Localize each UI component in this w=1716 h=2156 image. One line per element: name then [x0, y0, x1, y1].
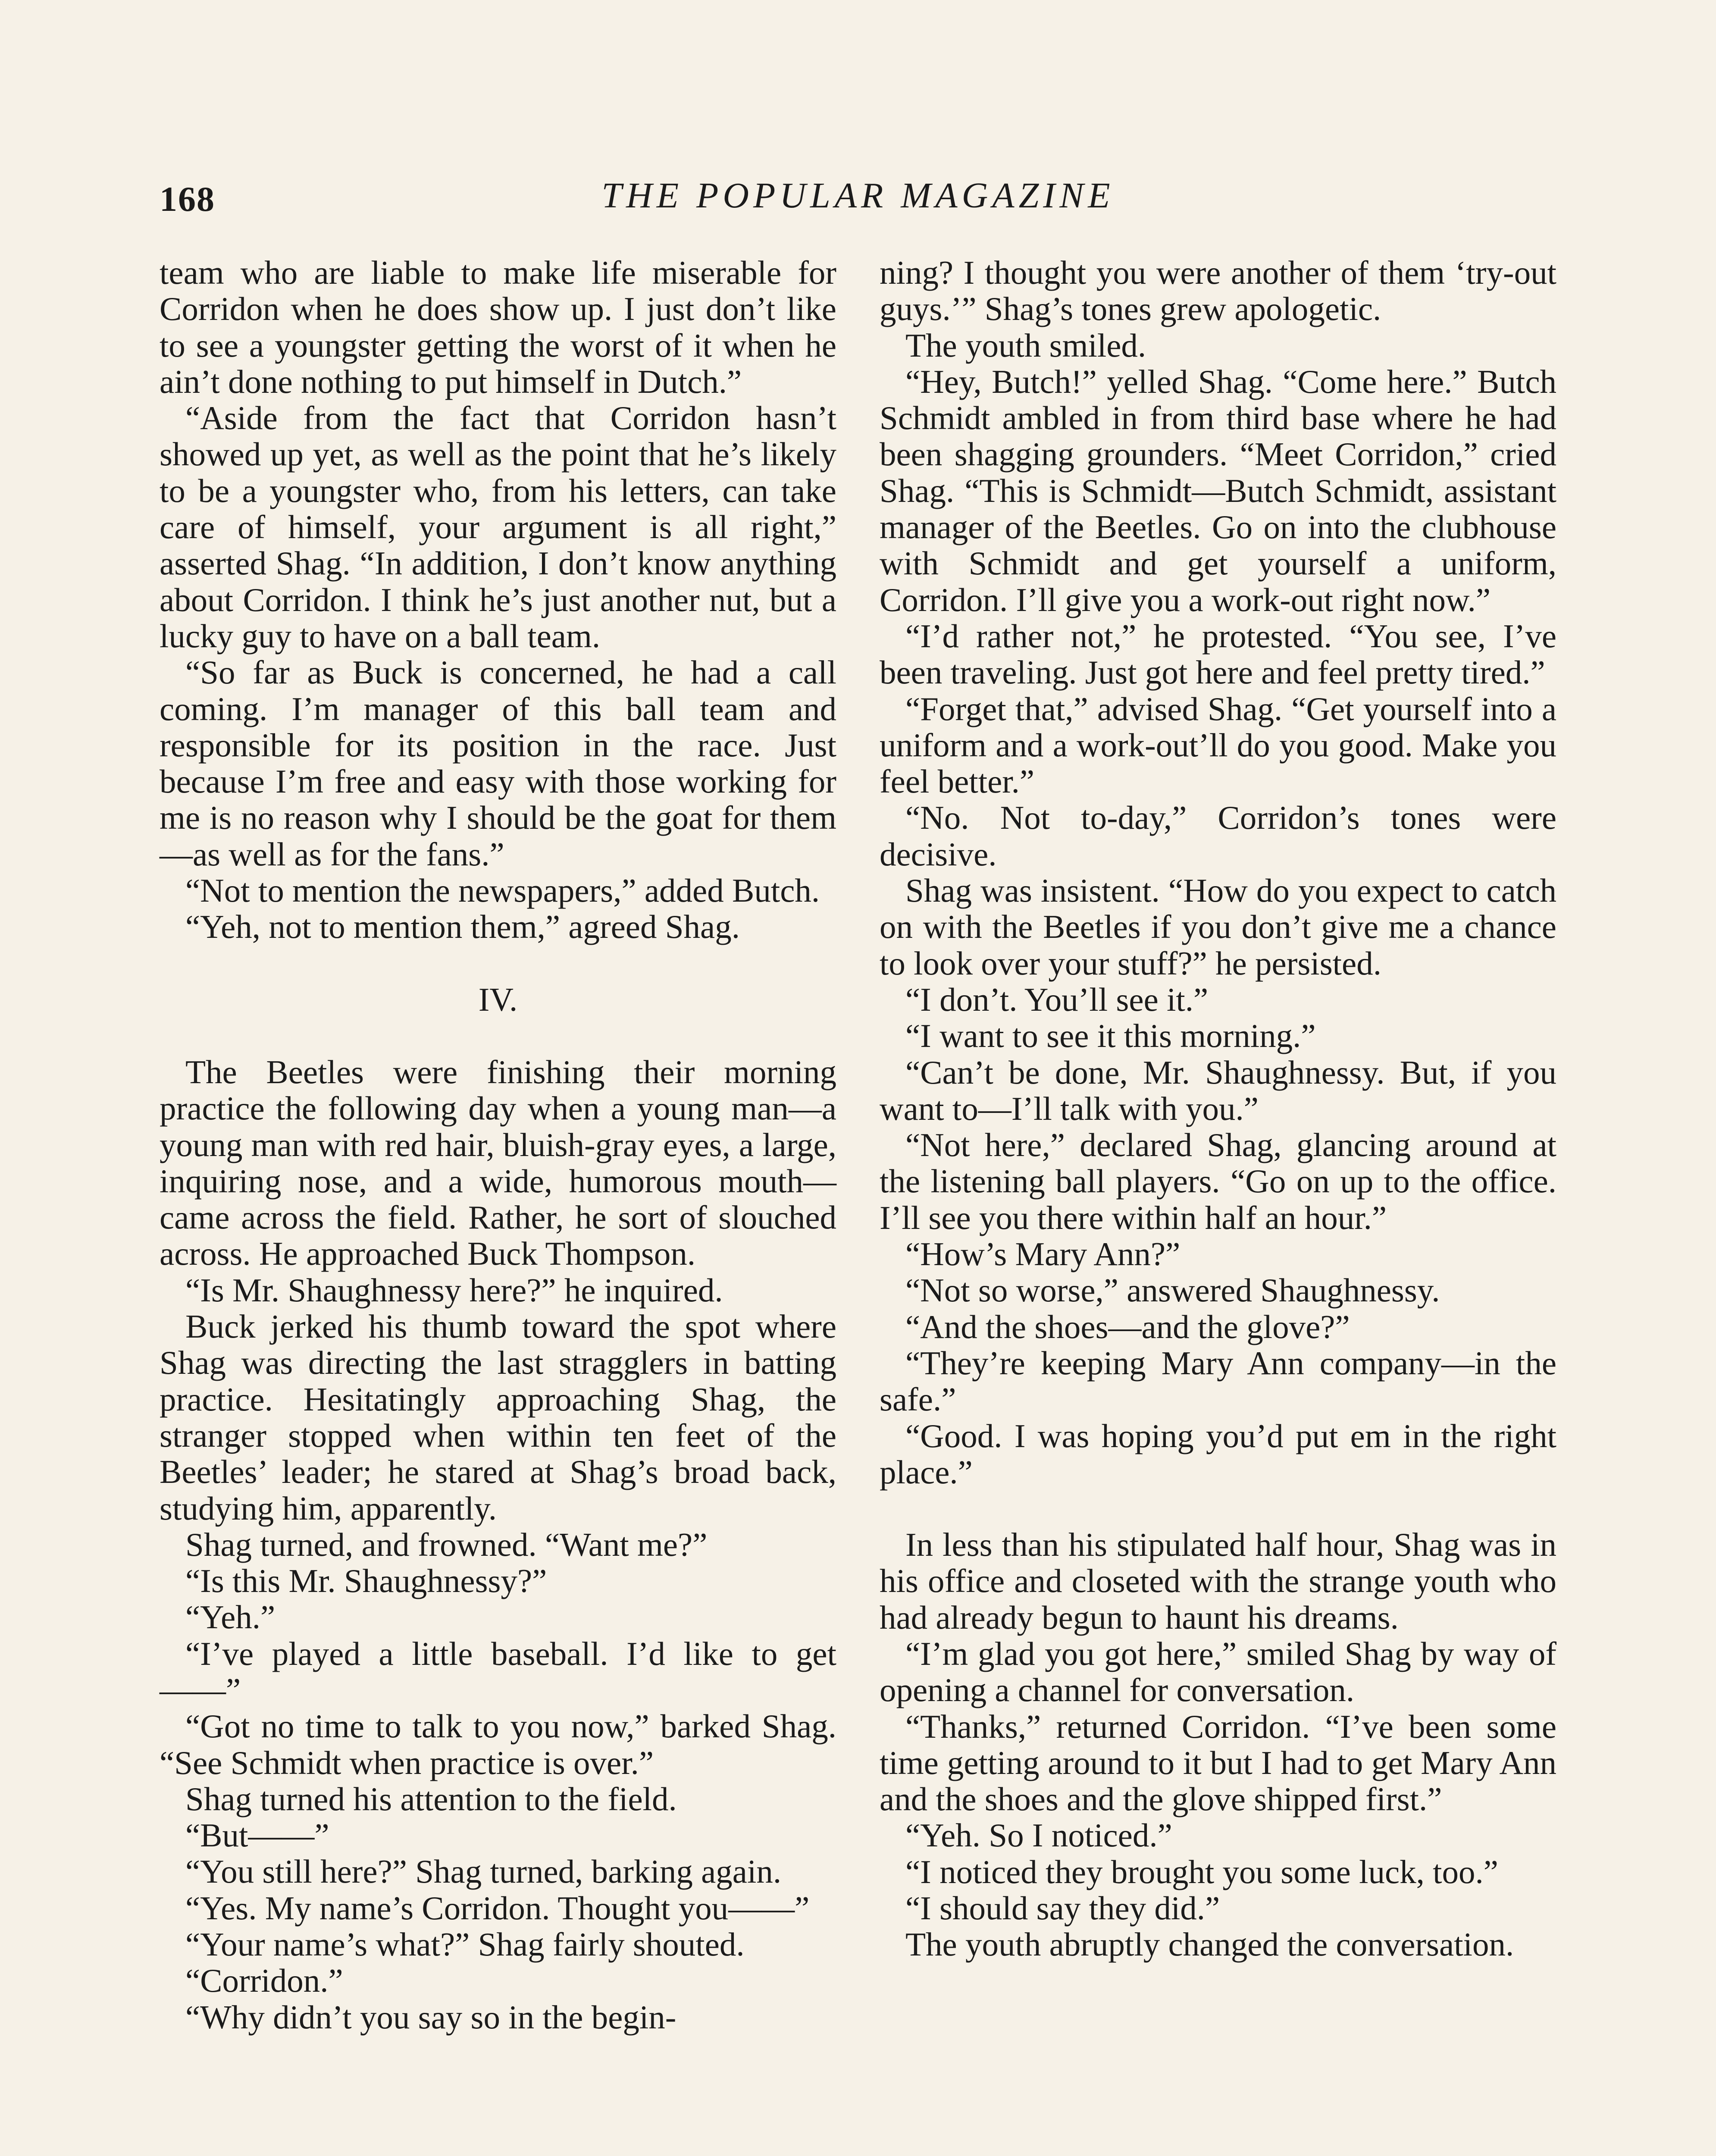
paragraph: “They’re keeping Mary Ann company—in the safe.”: [880, 1344, 1556, 1418]
paragraph: “Not here,” declared Shag, glancing around at the listening ball players. “Go on up to the office. I’ll see you there within half an hour.”: [880, 1126, 1556, 1236]
paragraph: “You still here?” Shag turned, barking again.: [185, 1853, 782, 1890]
paragraph: “Can’t be done, Mr. Shaughnessy. But, if you want to—I’ll talk with you.”: [880, 1053, 1556, 1127]
paragraph: “I’m glad you got here,” smiled Shag by way of opening a channel for conversation.: [880, 1635, 1556, 1709]
paragraph: “I’ve played a little baseball. I’d like to get——”: [160, 1635, 836, 1708]
paragraph: “No. Not to-day,” Corridon’s tones were decisive.: [880, 799, 1556, 873]
right-column: [880, 254, 1556, 1963]
paragraph: “I noticed they brought you some luck, too.”: [905, 1853, 1498, 1890]
paragraph: “Got no time to talk to you now,” barked Shag. “See Schmidt when practice is over.”: [160, 1708, 836, 1781]
paragraph: “Forget that,” advised Shag. “Get yourself into a uniform and a work-out’ll do you good. Make you feel better.”: [880, 690, 1556, 800]
paragraph: “Yeh. So I noticed.”: [905, 1817, 1172, 1854]
paragraph: The youth smiled.: [905, 326, 1146, 364]
paragraph: The youth abruptly changed the conversation.: [905, 1926, 1514, 1963]
paragraph: “Is Mr. Shaughnessy here?” he inquired.: [185, 1271, 723, 1309]
paragraph: “Why didn’t you say so in the begin-: [185, 1998, 676, 2036]
paragraph: “I should say they did.”: [905, 1890, 1220, 1927]
paragraph: “Good. I was hoping you’d put em in the right place.”: [880, 1417, 1556, 1491]
paragraph: “Not to mention the newspapers,” added Butch.: [185, 872, 820, 909]
paragraph: “Thanks,” returned Corridon. “I’ve been some time getting around to it but I had to get Mary Ann and the shoes and the glove shipped first.”: [880, 1708, 1556, 1818]
running-head: THE POPULAR MAGAZINE: [601, 175, 1115, 216]
paragraph: “Yeh.”: [185, 1598, 276, 1636]
paragraph: The Beetles were finishing their morning practice the following day when a young man—a young man with red hair, bluish-gray eyes, a large, inquiring nose, and a wide, humorous mouth—came across the field. Rather, he sort of slouched across. He approached Buck Thompson.: [160, 1053, 836, 1272]
paragraph: “And the shoes—and the glove?”: [905, 1308, 1350, 1345]
paragraph: “I’d rather not,” he protested. “You see, I’ve been traveling. Just got here and feel pretty tired.”: [880, 617, 1556, 691]
paragraph: “Yes. My name’s Corridon. Thought you——”: [185, 1889, 810, 1927]
paragraph: “So far as Buck is concerned, he had a call coming. I’m manager of this ball team and responsible for its position in the race. Just because I’m free and easy with those working for me is no reason why I should be the goat for them—as well as for the fans.”: [160, 654, 836, 873]
page-number: 168: [160, 179, 215, 219]
paragraph: In less than his stipulated half hour, Shag was in his office and closeted with the strange youth who had already begun to haunt his dreams.: [880, 1526, 1556, 1636]
paragraph: “Corridon.”: [185, 1962, 343, 1999]
paragraph: “I don’t. You’ll see it.”: [905, 981, 1209, 1018]
paragraph: “How’s Mary Ann?”: [905, 1235, 1181, 1273]
paragraph: “Hey, Butch!” yelled Shag. “Come here.” Butch Schmidt ambled in from third base where he had been shagging grounders. “Meet Corridon,” cried Shag. “This is Schmidt—Butch Schmidt, assistant manager of the Beetles. Go on into the clubhouse with Schmidt and get yourself a uniform, Corridon. I’ll give you a work-out right now.”: [880, 363, 1556, 618]
paragraph: “Yeh, not to mention them,” agreed Shag.: [185, 908, 740, 946]
paragraph: “Aside from the fact that Corridon hasn’t showed up yet, as well as the point that he’s likely to be a youngster who, from his letters, can take care of himself, your argument is all right,” asserted Shag. “In addition, I don’t know anything about Corridon. I think he’s just another nut, but a lucky guy to have on a ball team.: [160, 399, 836, 655]
paragraph: “Your name’s what?” Shag fairly shouted.: [185, 1926, 745, 1963]
paragraph: Shag turned, and frowned. “Want me?”: [185, 1526, 708, 1563]
paragraph: Shag was insistent. “How do you expect to catch on with the Beetles if you don’t give me a chance to look over your stuff?” he persisted.: [880, 872, 1556, 982]
paragraph: ning? I thought you were another of them ‘try-out guys.’” Shag’s tones grew apologetic.: [880, 254, 1556, 328]
paragraph: “I want to see it this morning.”: [905, 1017, 1316, 1055]
left-column: [160, 254, 836, 2035]
paragraph: “Not so worse,” answered Shaughnessy.: [905, 1272, 1440, 1309]
paragraph: Shag turned his attention to the field.: [185, 1780, 677, 1818]
paragraph: team who are liable to make life miserable for Corridon when he does show up. I just don’t like to see a youngster getting the worst of it when he ain’t done nothing to put himself in Dutch.”: [160, 254, 836, 400]
paragraph: Buck jerked his thumb toward the spot where Shag was directing the last stragglers in batting practice. Hesitatingly approaching Shag, the stranger stopped when within ten feet of the Beetles’ leader; he stared at Shag’s broad back, studying him, apparently.: [160, 1308, 836, 1527]
paragraph: “Is this Mr. Shaughnessy?”: [185, 1562, 547, 1600]
paragraph: “But——”: [185, 1817, 329, 1854]
section-heading: IV.: [478, 981, 518, 1018]
